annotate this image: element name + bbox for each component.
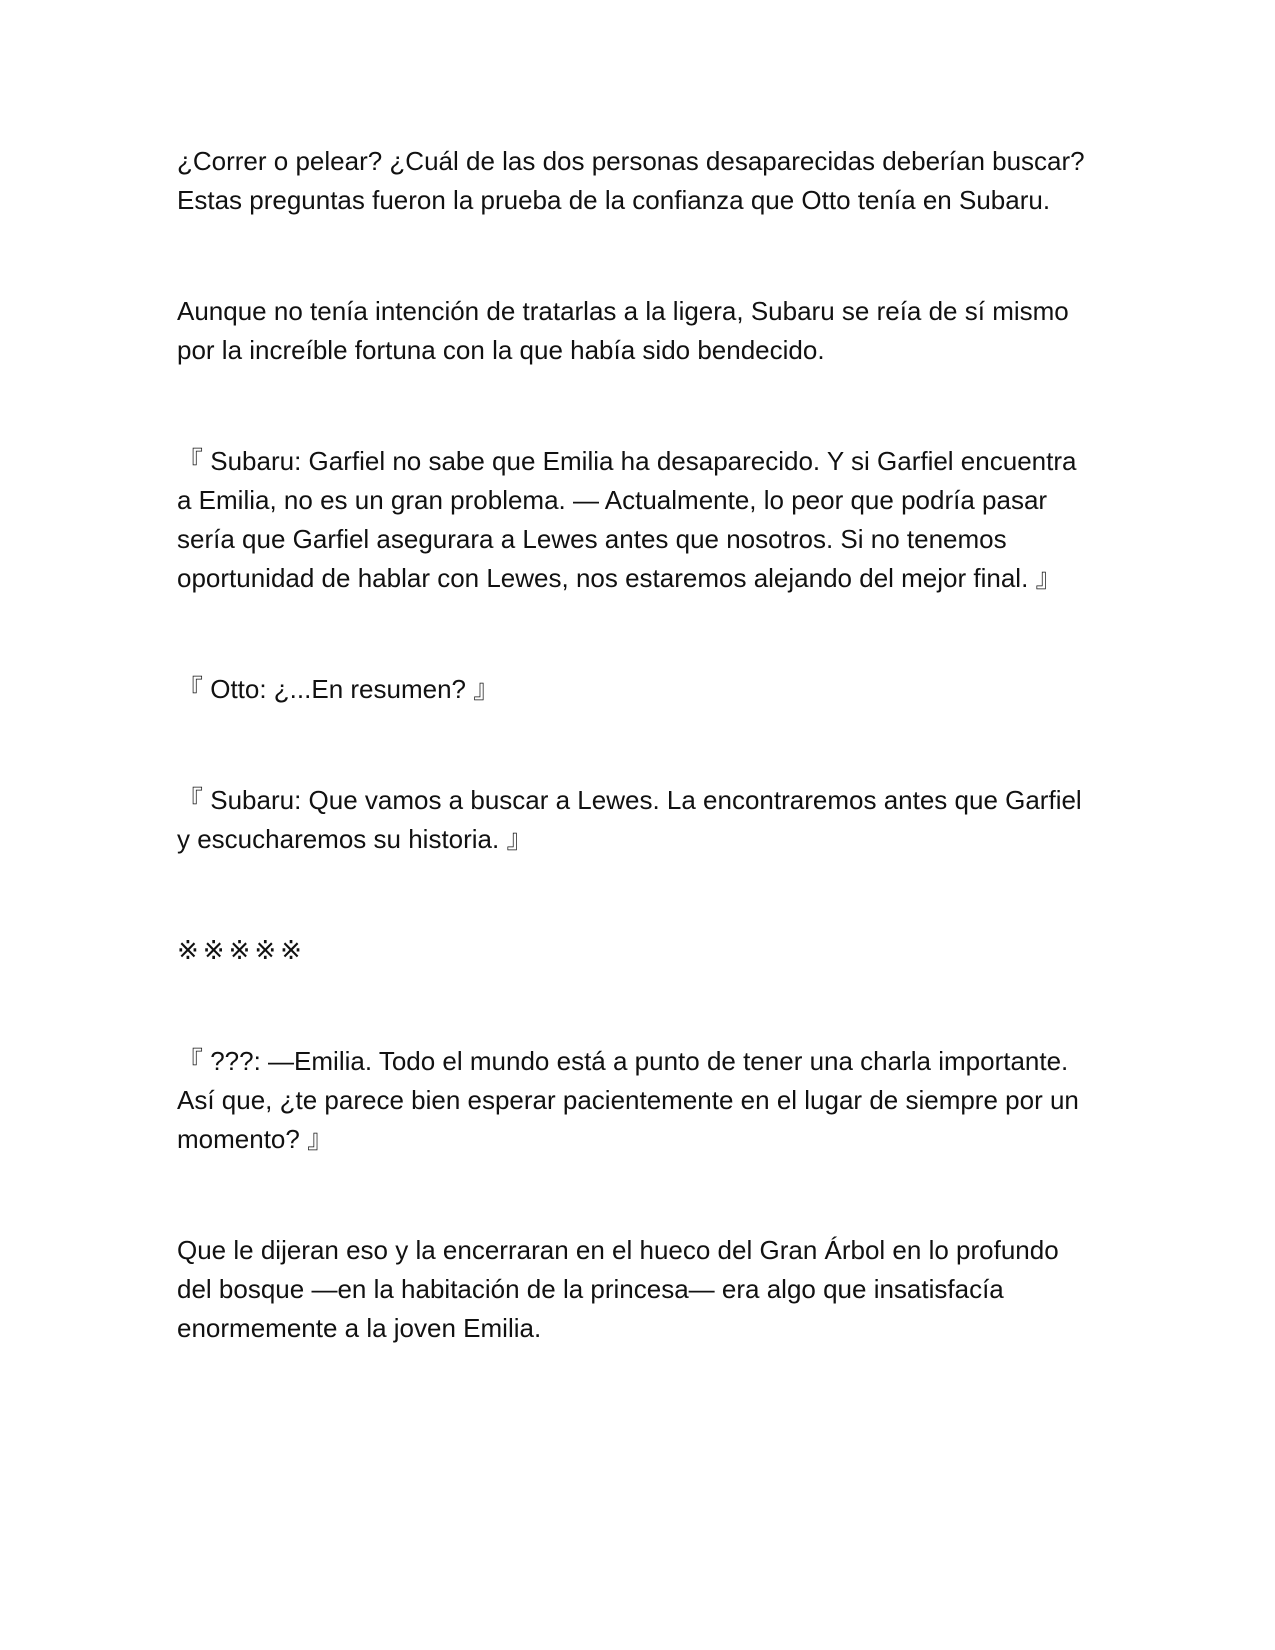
paragraph-subaru-fortune: Aunque no tenía intención de tratarlas a la ligera, Subaru se reía de sí mismo por la increíble fortuna con la que había sido bendecido.	[177, 296, 1069, 365]
scene-break-marks: ※※※※※	[177, 935, 306, 965]
dialogue-subaru-lewes: 『 Subaru: Que vamos a buscar a Lewes. La encontraremos antes que Garfiel y escucharemos su historia. 』	[177, 785, 1082, 854]
paragraph-run-or-fight: ¿Correr o pelear? ¿Cuál de las dos personas desaparecidas deberían buscar? Estas preguntas fueron la prueba de la confianza que Otto tenía en Subaru.	[177, 146, 1085, 215]
document-body	[177, 142, 1097, 1348]
paragraph-great-tree: Que le dijeran eso y la encerraran en el hueco del Gran Árbol en lo profundo del bosque —en la habitación de la princesa— era algo que insatisfacía enormemente a la joven Emilia.	[177, 1235, 1059, 1343]
dialogue-unknown-emilia: 『 ???: —Emilia. Todo el mundo está a punto de tener una charla importante. Así que, ¿te parece bien esperar pacientemente en el lugar de siempre por un momento? 』	[177, 1046, 1079, 1154]
dialogue-subaru-garfiel: 『 Subaru: Garfiel no sabe que Emilia ha desaparecido. Y si Garfiel encuentra a Emilia, no es un gran problema. — Actualmente, lo peor que podría pasar sería que Garfiel asegurara a Lewes antes que nosotros. Si no tenemos oportunidad de hablar con Lewes, nos estaremos alejando del mejor final. 』	[177, 446, 1077, 593]
dialogue-otto-summary: 『 Otto: ¿...En resumen? 』	[177, 674, 500, 704]
